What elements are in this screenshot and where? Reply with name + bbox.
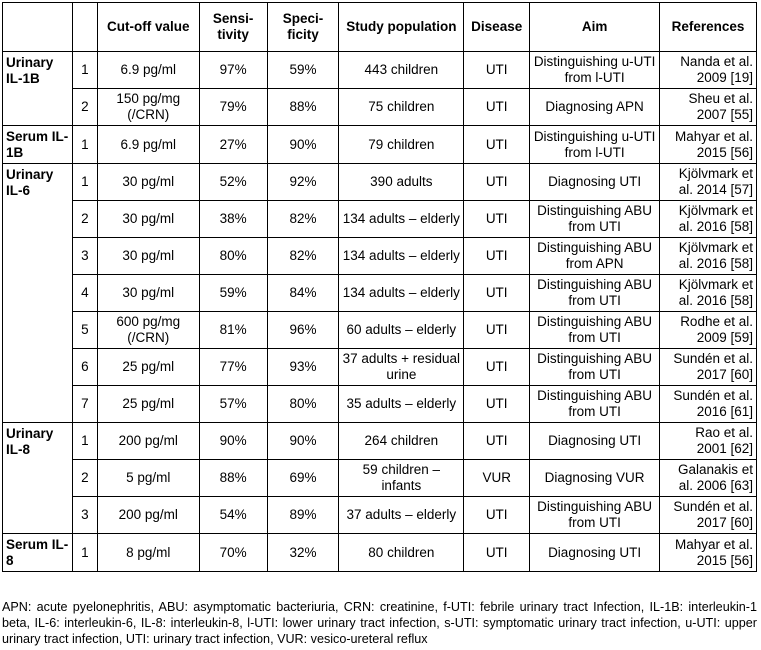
cell-aim: Distinguishing u-UTI from l-UTI — [530, 52, 660, 89]
header-disease: Disease — [464, 3, 530, 52]
cell-disease: UTI — [464, 201, 530, 238]
cell-aim: Diagnosing UTI — [530, 164, 660, 201]
cell-specificity: 96% — [267, 312, 339, 349]
cell-sensitivity: 80% — [199, 238, 267, 275]
header-cutoff: Cut-off value — [97, 3, 199, 52]
cell-disease: UTI — [464, 497, 530, 534]
cell-specificity: 80% — [267, 386, 339, 423]
cell-study-population: 134 adults – elderly — [339, 201, 464, 238]
cell-cutoff: 5 pg/ml — [97, 460, 199, 497]
cell-references: Mahyar et al. 2015 [56] — [660, 126, 757, 164]
cell-disease: UTI — [464, 423, 530, 460]
cell-number: 2 — [72, 89, 97, 126]
header-specificity: Speci-ficity — [267, 3, 339, 52]
cell-references: Kjölvmark et al. 2016 [58] — [660, 238, 757, 275]
table-row — [3, 164, 757, 201]
cell-references: Sundén et al. 2016 [61] — [660, 386, 757, 423]
cell-sensitivity: 90% — [199, 423, 267, 460]
cell-cutoff: 200 pg/ml — [97, 497, 199, 534]
cell-aim: Diagnosing VUR — [530, 460, 660, 497]
cell-specificity: 89% — [267, 497, 339, 534]
table-row — [3, 52, 757, 89]
cell-study-population: 75 children — [339, 89, 464, 126]
cell-disease: UTI — [464, 126, 530, 164]
cell-specificity: 88% — [267, 89, 339, 126]
cell-cutoff: 30 pg/ml — [97, 275, 199, 312]
header-number — [72, 3, 97, 52]
cell-sensitivity: 27% — [199, 126, 267, 164]
cell-sensitivity: 54% — [199, 497, 267, 534]
table-row — [3, 349, 757, 386]
cell-disease: VUR — [464, 460, 530, 497]
cell-study-population: 134 adults – elderly — [339, 238, 464, 275]
cell-sensitivity: 81% — [199, 312, 267, 349]
cell-cutoff: 25 pg/ml — [97, 386, 199, 423]
cell-disease: UTI — [464, 349, 530, 386]
cell-disease: UTI — [464, 52, 530, 89]
cell-number: 7 — [72, 386, 97, 423]
cell-number: 1 — [72, 534, 97, 572]
cell-number: 1 — [72, 423, 97, 460]
cell-sensitivity: 70% — [199, 534, 267, 572]
cell-aim: Distinguishing ABU from APN — [530, 238, 660, 275]
cell-sensitivity: 79% — [199, 89, 267, 126]
cell-cutoff: 25 pg/ml — [97, 349, 199, 386]
cell-study-population: 134 adults – elderly — [339, 275, 464, 312]
cell-study-population: 443 children — [339, 52, 464, 89]
cell-study-population: 79 children — [339, 126, 464, 164]
header-study-population: Study population — [339, 3, 464, 52]
cell-references: Rao et al. 2001 [62] — [660, 423, 757, 460]
table-row — [3, 201, 757, 238]
cell-number: 1 — [72, 52, 97, 89]
table-row — [3, 497, 757, 534]
cell-references: Kjölvmark et al. 2016 [58] — [660, 275, 757, 312]
footnote: APN: acute pyelonephritis, ABU: asymptomatic bacteriuria, CRN: creatinine, f-UTI: febrile urinary tract Infection, IL-1B: interleukin-1 beta, IL-6: interleukin-6, IL-8: interleukin-8, l-UTI: lower urinary tract infection, s-UTI: symptomatic urinary tract infection, u-UTI: upper urinary tract infection, UTI: urinary tract infection, VUR: vesico-ureteral reflux — [2, 600, 757, 646]
cell-references: Kjölvmark et al. 2014 [57] — [660, 164, 757, 201]
cell-study-population: 59 children – infants — [339, 460, 464, 497]
cell-cutoff: 8 pg/ml — [97, 534, 199, 572]
cell-specificity: 32% — [267, 534, 339, 572]
cell-disease: UTI — [464, 386, 530, 423]
cell-cutoff: 600 pg/mg (/CRN) — [97, 312, 199, 349]
cell-disease: UTI — [464, 89, 530, 126]
cell-number: 3 — [72, 497, 97, 534]
cell-specificity: 90% — [267, 126, 339, 164]
cell-aim: Diagnosing UTI — [530, 534, 660, 572]
cell-specificity: 93% — [267, 349, 339, 386]
cell-number: 4 — [72, 275, 97, 312]
cell-number: 5 — [72, 312, 97, 349]
group-label: Serum IL-8 — [3, 534, 73, 572]
group-label: Serum IL-1B — [3, 126, 73, 164]
cell-specificity: 82% — [267, 238, 339, 275]
cell-specificity: 90% — [267, 423, 339, 460]
table-row — [3, 275, 757, 312]
cell-specificity: 84% — [267, 275, 339, 312]
group-label: Urinary IL-1B — [3, 52, 73, 126]
header-row — [3, 3, 757, 52]
cell-references: Sheu et al. 2007 [55] — [660, 89, 757, 126]
cell-cutoff: 30 pg/ml — [97, 201, 199, 238]
cell-number: 2 — [72, 201, 97, 238]
table-row — [3, 460, 757, 497]
cell-aim: Diagnosing APN — [530, 89, 660, 126]
cell-study-population: 80 children — [339, 534, 464, 572]
header-aim: Aim — [530, 3, 660, 52]
cell-sensitivity: 59% — [199, 275, 267, 312]
header-sensitivity: Sensi-tivity — [199, 3, 267, 52]
cell-aim: Distinguishing ABU from UTI — [530, 497, 660, 534]
cell-cutoff: 30 pg/ml — [97, 238, 199, 275]
cell-aim: Distinguishing ABU from UTI — [530, 201, 660, 238]
cell-references: Sundén et al. 2017 [60] — [660, 349, 757, 386]
cell-number: 2 — [72, 460, 97, 497]
cell-specificity: 59% — [267, 52, 339, 89]
cell-disease: UTI — [464, 312, 530, 349]
cell-cutoff: 150 pg/mg (/CRN) — [97, 89, 199, 126]
cell-number: 1 — [72, 126, 97, 164]
cell-sensitivity: 77% — [199, 349, 267, 386]
cell-disease: UTI — [464, 275, 530, 312]
cell-references: Kjölvmark et al. 2016 [58] — [660, 201, 757, 238]
cell-references: Rodhe et al. 2009 [59] — [660, 312, 757, 349]
cell-references: Mahyar et al. 2015 [56] — [660, 534, 757, 572]
table-row — [3, 423, 757, 460]
cell-study-population: 37 adults + residual urine — [339, 349, 464, 386]
table-row — [3, 386, 757, 423]
header-references: References — [660, 3, 757, 52]
cell-study-population: 37 adults – elderly — [339, 497, 464, 534]
cell-sensitivity: 97% — [199, 52, 267, 89]
cell-cutoff: 200 pg/ml — [97, 423, 199, 460]
cell-specificity: 82% — [267, 201, 339, 238]
cell-study-population: 35 adults – elderly — [339, 386, 464, 423]
cell-study-population: 390 adults — [339, 164, 464, 201]
cell-number: 6 — [72, 349, 97, 386]
table-row — [3, 89, 757, 126]
cell-sensitivity: 38% — [199, 201, 267, 238]
cell-study-population: 264 children — [339, 423, 464, 460]
cell-disease: UTI — [464, 238, 530, 275]
table-row — [3, 238, 757, 275]
cell-number: 3 — [72, 238, 97, 275]
table-row — [3, 126, 757, 164]
cell-disease: UTI — [464, 164, 530, 201]
table-row — [3, 534, 757, 572]
cell-specificity: 92% — [267, 164, 339, 201]
cell-sensitivity: 88% — [199, 460, 267, 497]
cell-specificity: 69% — [267, 460, 339, 497]
cell-aim: Distinguishing ABU from UTI — [530, 275, 660, 312]
cell-aim: Diagnosing UTI — [530, 423, 660, 460]
table-row — [3, 312, 757, 349]
group-label: Urinary IL-8 — [3, 423, 73, 534]
cell-references: Galanakis et al. 2006 [63] — [660, 460, 757, 497]
cell-number: 1 — [72, 164, 97, 201]
cell-study-population: 60 adults – elderly — [339, 312, 464, 349]
cell-sensitivity: 57% — [199, 386, 267, 423]
cell-references: Sundén et al. 2017 [60] — [660, 497, 757, 534]
cell-cutoff: 30 pg/ml — [97, 164, 199, 201]
cell-references: Nanda et al. 2009 [19] — [660, 52, 757, 89]
cell-cutoff: 6.9 pg/ml — [97, 126, 199, 164]
cell-cutoff: 6.9 pg/ml — [97, 52, 199, 89]
cell-disease: UTI — [464, 534, 530, 572]
biomarker-table — [2, 2, 757, 572]
header-blank — [3, 3, 73, 52]
group-label: Urinary IL-6 — [3, 164, 73, 423]
cell-aim: Distinguishing ABU from UTI — [530, 349, 660, 386]
cell-sensitivity: 52% — [199, 164, 267, 201]
cell-aim: Distinguishing ABU from UTI — [530, 386, 660, 423]
cell-aim: Distinguishing u-UTI from l-UTI — [530, 126, 660, 164]
cell-aim: Distinguishing ABU from UTI — [530, 312, 660, 349]
